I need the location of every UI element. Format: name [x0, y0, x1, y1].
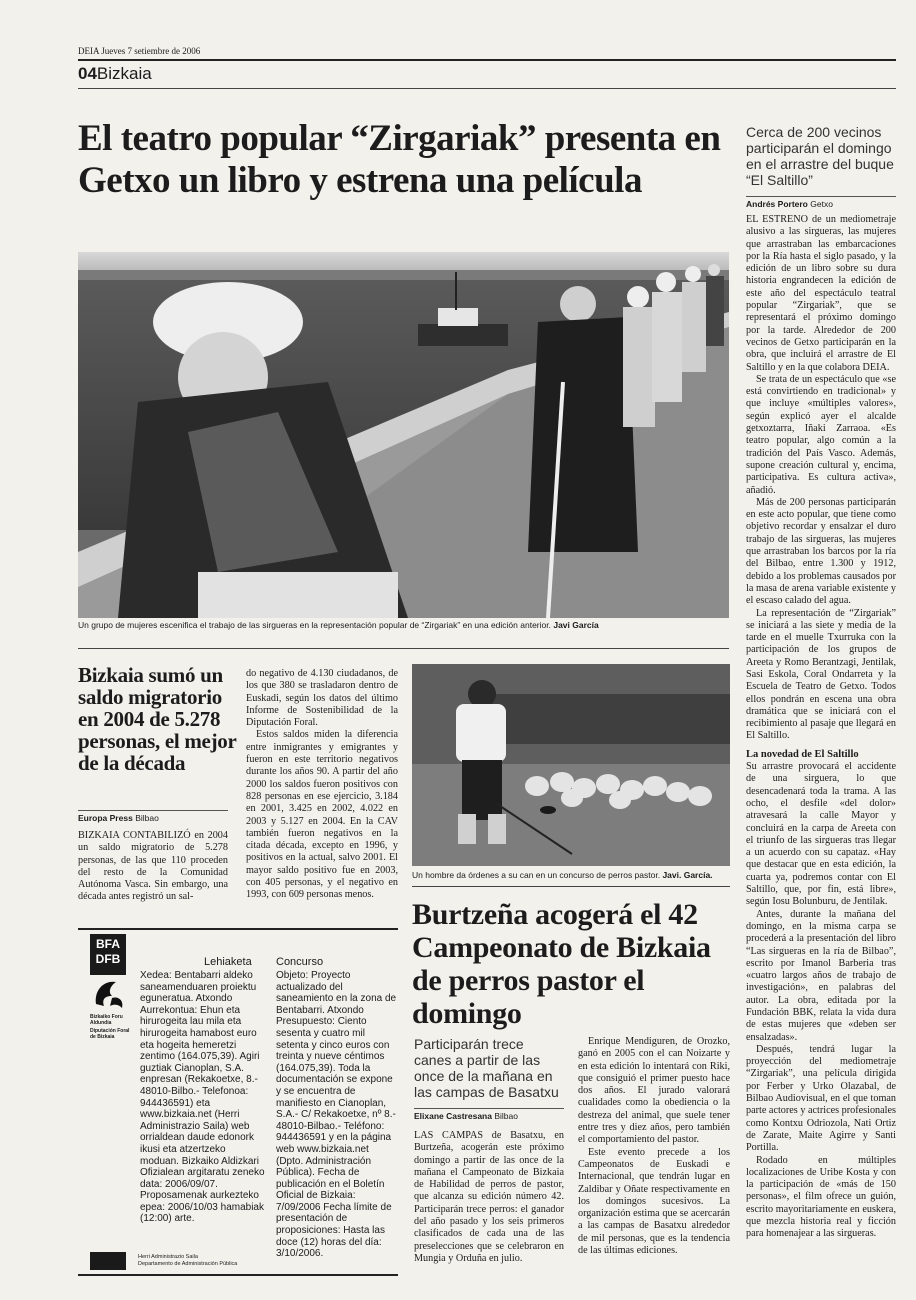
dogs-subhead: Participarán trece canes a partir de las once de la mañana en las campas de Basatxu: [414, 1036, 559, 1100]
divider-under-photo: [78, 648, 729, 649]
main-paragraph-7: Después, tendrá lugar la proyección del mediometraje “Zirgariak”, una película dirigida por Ferber y Urko Olazabal, de Bilbao Audiovisual, en el que toman parte actores y actrices profesionales como Kontxu Odriozola, Nati Ortiz de Zarate, Maite Agirre y Santi Portilla.: [746, 1043, 896, 1154]
main-paragraph-6: Antes, durante la mañana del domingo, en la misma carpa se procederá a la presentación del libro “Las sirgueras en la ría de Bilbao”, escrito por Imanol Barberia tras «cuatro largos años de trabajo de investigación», en palabras del autor. La obra, editada por la Fundación BBK, relata la vida dura de estas mujeres que «deben ser ensalzadas».: [746, 908, 896, 1043]
dogs-photo: [412, 664, 730, 866]
dogs-byline-author: Elixane Castresana: [414, 1111, 492, 1121]
dogs-paragraph-1: LAS CAMPAS de Basatxu, en Burtzeña, acogerán este próximo domingo a partir de las once de la mañana el Campeonato de Bizkaia de Habilidad de perros de pastor, que alcanza su edición número 42. Participarán trece perros: el ganador del año pasado y los seis primeros clasificados de cada una de las preselecciones que se celebraron en Mungia y Orduña en julio.: [414, 1130, 564, 1264]
dogs-paragraph-3: Este evento precede a los Campeonatos de Euskadi e Internacional, que tendrán lugar en Zaldibar y Oñate respectivamente en los domingos sucesivos. La organización estima que se acercarán a las campas de Basatxu alrededor de mil personas, que es la tendencia de las últimas ediciones.: [578, 1146, 730, 1257]
migration-headline: Bizkaia sumó un saldo migratorio en 2004 de 5.278 personas, el mejor de la década: [78, 663, 237, 775]
main-photo-caption-text: Un grupo de mujeres escenifica el trabajo de las sirgueras en la representación popular de “Zirgariak” en una edición anterior.: [78, 620, 551, 630]
main-photo-caption: [78, 620, 729, 630]
main-photo-credit: Javi García: [553, 620, 599, 630]
main-paragraph-3: Más de 200 personas participarán en este acto popular, que tiene como objetivo recordar y ensalzar el duro trabajo de las sirgueras, las mujeres que arrastraban los barcos por la ría del Bilbao, entre 1.300 y 1912, debido a los problemas causados por la masa de arena variable existente y el escaso calado del agua.: [746, 496, 896, 607]
dogs-column-2: [578, 1036, 730, 1257]
migration-column-1: [78, 830, 228, 904]
section-divider-top: [78, 59, 896, 61]
main-subheading: La novedad de El Saltillo: [746, 748, 859, 760]
bfa-dfb-logo: [90, 934, 126, 975]
section-divider-bottom: [78, 88, 896, 89]
dogs-photo-caption: [412, 870, 730, 880]
dogs-paragraph-2: Enrique Mendiguren, de Orozko, ganó en 2005 con el can Noizarte y en esta edición lo intentará con Riki, que consiguió el primer puesto hace dos años. El jurado valorará cualidades como la obediencia o la destreza del animal, que suele tener entre tres y diez años, pero también el comportamiento del pastor.: [578, 1036, 730, 1146]
main-paragraph-8: Rodado en múltiples localizaciones de Uribe Kosta y con la participación de «más de 150 personas», el film ofrece un guión, escrito mayoritariamente en euskera, que mezcla historia real y ficción para homenajear a las sirgueras.: [746, 1154, 896, 1240]
dogs-byline: [414, 1108, 564, 1121]
ad-footer-castellano: Departamento de Administración Pública: [138, 1261, 238, 1267]
ad-text-euskara: Xedea: Bentabarri aldeko saneamenduaren proiektu eguneratua. Atxondo Aurrekontua: Ehun eta hirurogeita lau mila eta hirurogeita hamabost euro eta hogeita hemeretzi zentimo (164.075,39). Agiri guztiak Cianoplan, S.A. enpresan (Rekakoetxe, 8.- 48010-Bilbo.- Telefonoa: 944436591) eta www.bizkaia.net (Herri Administrazio Saila) web orrialdean daude edonork ikusi eta atzertzeko moduan. Bizkaiko Aldizkari Ofizialean argitaratu zeneko data: 2006/09/07. Proposamenak aurkezteko epea: 2006/10/03 hamabiak (12:00) arte.: [140, 970, 265, 1225]
main-subhead: Cerca de 200 vecinos participarán el domingo en el arrastre del buque “El Saltillo”: [746, 124, 894, 188]
main-byline-author: Andrés Portero: [746, 199, 808, 209]
masthead-date: DEIA Jueves 7 setiembre de 2006: [78, 46, 201, 56]
section-name: Bizkaia: [96, 64, 152, 83]
public-tender-ad: [78, 928, 398, 1276]
ad-footer-euskara: Herri Administrazio Saila: [138, 1254, 198, 1260]
main-article-body: [746, 214, 896, 1241]
migration-byline: [78, 810, 228, 823]
dogs-byline-place: Bilbao: [494, 1111, 518, 1121]
ad-title-concurso: Concurso: [276, 956, 324, 968]
logo-line-1: BFA: [96, 937, 120, 951]
ad-text-castellano: Objeto: Proyecto actualizado del saneamiento en la zona de Bentabarri. Atxondo Presupuesto: Ciento sesenta y cuatro mil setenta y cinco euros con treinta y nueve céntimos (164.075,39). Toda la documentación se expone y se encuentra de manifiesto en Cianoplan, S.A.- C/ Rekakoetxe, nº 8.- 48010-Bilbao.- Teléfono: 944436591 y en la página web www.bizkaia.net (Dpto. Administración Pública). Fecha de publicación en el Boletín Oficial de Bizkaia: 7/09/2006 Fecha límite de presentación de proposiciones: Hasta las doce (12) horas del día: 3/10/2006.: [276, 970, 397, 1260]
main-paragraph-5: Su arrastre provocará el accidente de una sirguera, lo que desencadenará toda la trama. A las ocho, el desfile «del dolor» atravesará la calle Mayor y concluirá en la carpa de Areeta con el triunfo de las sirgueras tras llegar a un acuerdo con su capataz. «Hay que destacar que en esta edición, la cuarta ya, podremos contar con El Saltillo, que, por fin, está libre», según Iosu Bolunburu, de Jentilak.: [746, 761, 896, 908]
coat-of-arms-icon: [92, 978, 126, 1010]
ad-footer-block: [90, 1252, 126, 1270]
logo-caption-euskara: Bizkaiko Foru Aldundia: [90, 1014, 123, 1026]
sirgueras-photo-illustration: [78, 252, 729, 618]
migration-paragraph-3: Estos saldos miden la diferencia entre inmigrantes y emigrantes y fueron en este territorio negativos durante los años 90. A partir del año 2000 los saldos fueron positivos con 828 personas en ese ejercicio, 3.184 en 2001, 3.425 en 2002, 4.022 en 2003 y 5.127 en 2004. En la CAV también fueron negativos en la citada década, excepto en 1996, y positivos en la actual, salvo 2001. El mayor saldo positivo fue en 2003, con 405 personas, y el negativo en 1993, con 609 personas menos.: [246, 729, 398, 901]
migration-paragraph-1: BIZKAIA CONTABILIZÓ en 2004 un saldo migratorio de 5.278 personas, de las que 110 proceden del resto de la Comunidad Autónoma Vasca. Sin embargo, una década antes registró un sal-: [78, 830, 228, 903]
main-byline: [746, 196, 896, 209]
dogs-photo-credit: Javi. García.: [662, 870, 713, 880]
migration-column-2: [246, 668, 398, 902]
logo-line-2: DFB: [95, 952, 121, 966]
shepherd-photo-illustration: [412, 664, 730, 866]
main-paragraph-1: EL ESTRENO de un mediometraje alusivo a las sirgueras, las mujeres que arrastraban las embarcaciones por la Ría hasta el siglo pasado, y la edición de un libro sobre su dura historia engrandecen la edición de este año del espectáculo teatral popular “Zirgariak”, que se representará el próximo domingo por la tarde. Alrededor de 200 vecinos de Getxo participarán en la obra, que incluirá el arrastre de El Saltillo y en la que colabora DEIA.: [746, 214, 896, 373]
main-headline: El teatro popular “Zirgariak” presenta en Getxo un libro y estrena una película: [78, 118, 721, 201]
main-photo: [78, 252, 729, 618]
dogs-column-1: [414, 1130, 564, 1265]
migration-paragraph-2: do negativo de 4.130 ciudadanos, de los que 380 se trasladaron dentro de Euskadi, según los datos del último Informe de Sostenibilidad de la Diputación Foral.: [246, 668, 398, 729]
migration-byline-author: Europa Press: [78, 813, 133, 823]
dogs-photo-caption-text: Un hombre da órdenes a su can en un concurso de perros pastor.: [412, 870, 661, 880]
section-label: [78, 64, 152, 84]
main-paragraph-4: La representación de “Zirgariak” se iniciará a las siete y media de la tarde en el muelle Txurruka con la participación de los grupos de Areeta y Romo Berantzagi, Jentilak, Sasi Eskola, Coral Ondarreta y la Escuela de Teatro de Getxo. Todos ellos pondrán en escena una obra dramática que se iniciará con el recibimiento al pasaje que llegará en El Saltillo.: [746, 607, 896, 742]
page-number: 04: [78, 64, 97, 83]
main-byline-place: Getxo: [810, 199, 833, 209]
logo-caption-castellano: Diputación Foral de Bizkaia: [90, 1028, 130, 1040]
migration-byline-place: Bilbao: [135, 813, 159, 823]
divider-under-dogs-photo: [412, 886, 730, 887]
dogs-headline: Burtzeña acogerá el 42 Campeonato de Bizkaia de perros pastor el domingo: [412, 898, 711, 1030]
ad-title-lehiaketa: Lehiaketa: [204, 956, 252, 968]
main-paragraph-2: Se trata de un espectáculo que «se está convirtiendo en tradicional» y que incluye «múltiples valores», según explicó ayer el alcalde getxoztarra, Iñaki Zarraoa. «Es teatro popular, algo común a la tradición del País Vasco. Además, supone creación cultural y, encima, participativa. Es cultura activa», añadió.: [746, 373, 896, 496]
